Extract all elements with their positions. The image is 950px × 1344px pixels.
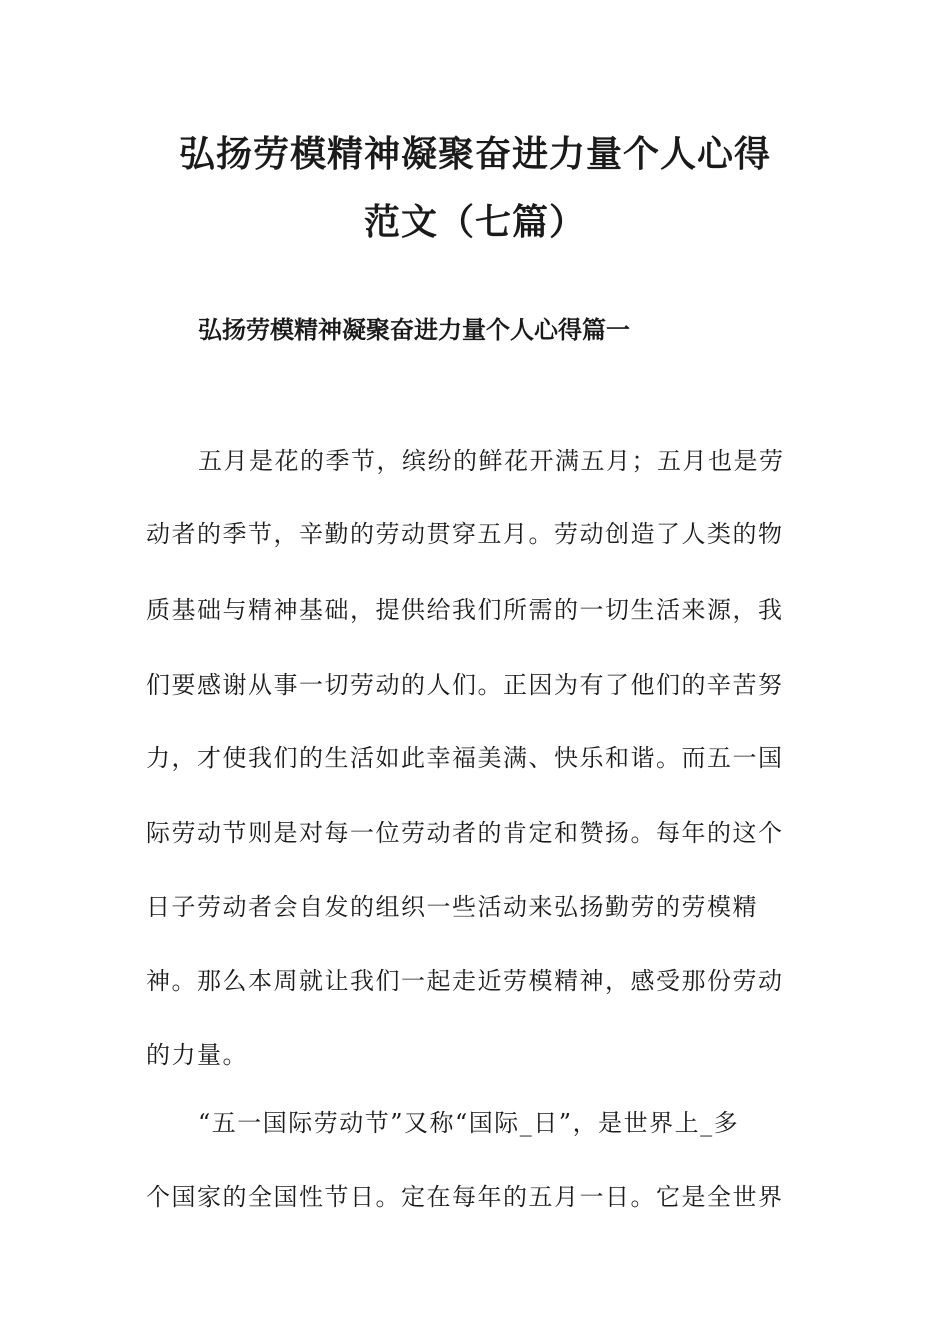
paragraph-line: 的力量。 — [146, 1041, 248, 1069]
paragraph-line: 们要感谢从事一切劳动的人们。正因为有了他们的辛苦努 — [146, 671, 784, 699]
section-heading: 弘扬劳模精神凝聚奋进力量个人心得篇一 — [198, 315, 630, 344]
paragraph-line: 质基础与精神基础，提供给我们所需的一切生活来源，我 — [146, 596, 784, 624]
paragraph-line: 五月是花的季节，缤纷的鲜花开满五月；五月也是劳 — [198, 447, 785, 475]
paragraph-line: 神。那么本周就让我们一起走近劳模精神，感受那份劳动 — [146, 967, 784, 995]
document-title-line-2: 范文（七篇） — [363, 201, 586, 243]
paragraph-line: 际劳动节则是对每一位劳动者的肯定和赞扬。每年的这个 — [146, 819, 784, 847]
paragraph-line: 动者的季节，辛勤的劳动贯穿五月。劳动创造了人类的物 — [146, 520, 784, 548]
document-title-line-1: 弘扬劳模精神凝聚奋进力量个人心得 — [178, 133, 771, 175]
paragraph-line: “五一国际劳动节”又称“国际_日”，是世界上_多 — [198, 1109, 740, 1137]
paragraph-line: 日子劳动者会自发的组织一些活动来弘扬勤劳的劳模精 — [146, 893, 758, 921]
paragraph-line: 力，才使我们的生活如此幸福美满、快乐和谐。而五一国 — [146, 744, 784, 772]
paragraph-line: 个国家的全国性节日。定在每年的五月一日。它是全世界 — [146, 1183, 784, 1211]
